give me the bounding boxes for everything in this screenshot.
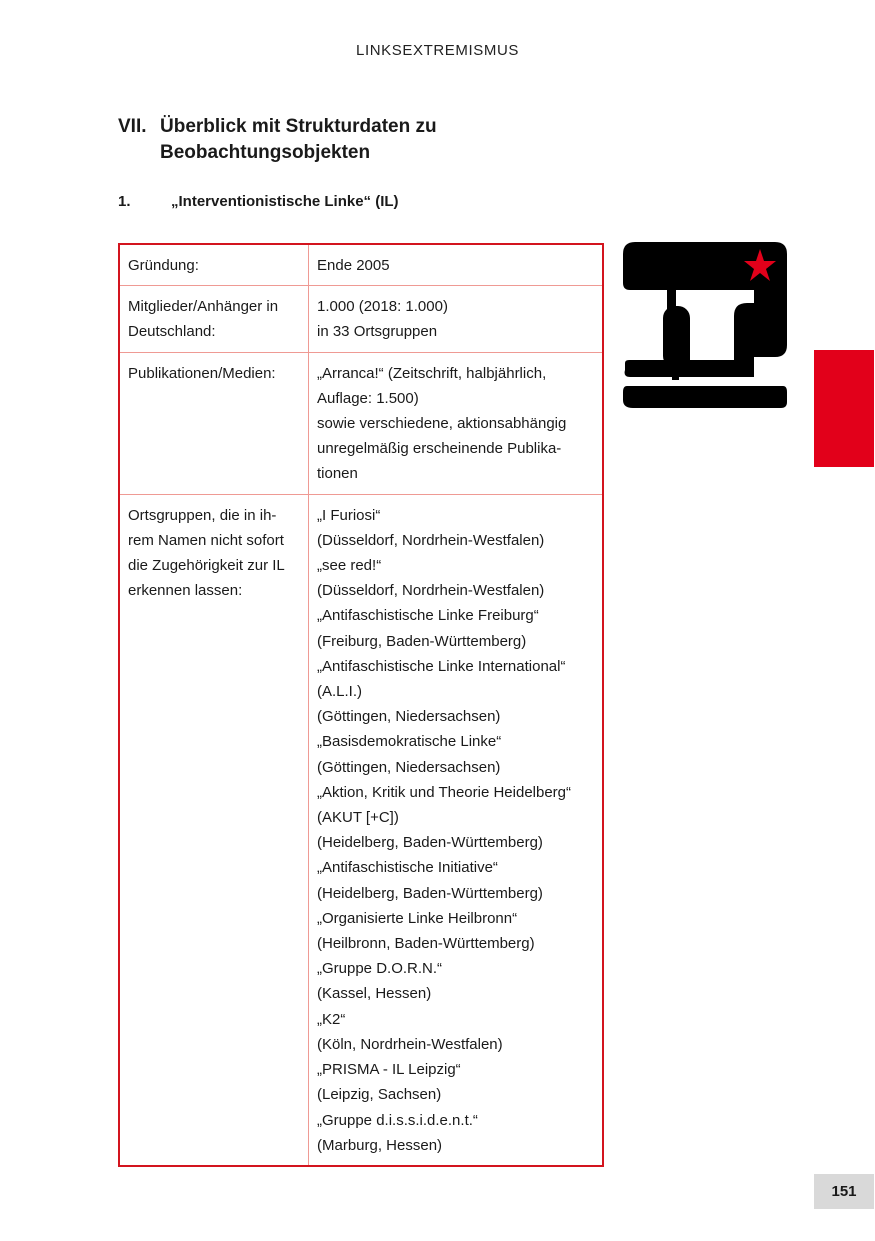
value-line: tionen [317,465,358,483]
value-line: Ende 2005 [317,257,390,274]
value-line: (Düsseldorf, Nordrhein-Westfalen) [317,582,545,600]
label-line: Deutschland: [128,323,216,341]
value-line: „see red!“ [317,557,382,575]
value-line: „Arranca!“ (Zeitschrift, halbjährlich, [317,364,547,382]
value-line: in 33 Ortsgruppen [317,323,438,341]
table-row [119,494,603,1166]
value-line: sowie verschiedene, aktionsabhängig [317,415,567,433]
value-line: (Leipzig, Sachsen) [317,1086,442,1104]
table-row [119,244,603,286]
label-line: Gründung: [128,257,199,274]
label-line: Ortsgruppen, die in ih- [128,506,277,524]
value-line: (Göttingen, Niedersachsen) [317,708,501,726]
value-line: „Antifaschistische Linke Freiburg“ [317,607,539,625]
value-line: „Antifaschistische Initiative“ [317,859,498,877]
label-line: erkennen lassen: [128,582,243,600]
table-row [119,352,603,494]
chapter-title [118,114,518,166]
value-line: (Marburg, Hessen) [317,1136,443,1154]
value-line: (Köln, Nordrhein-Westfalen) [317,1035,503,1053]
value-line: „Aktion, Kritik und Theorie Heidelberg“ [317,783,572,801]
chapter-side-tab [814,350,874,467]
value-line: „Antifaschistische Linke International“ [317,657,566,675]
value-line: (Göttingen, Niedersachsen) [317,758,501,776]
value-line: „Gruppe D.O.R.N.“ [317,960,443,978]
value-line: (A.L.I.) [317,683,363,701]
structure-data-table [118,243,604,1167]
chapter-title-line-2: Beobachtungsobjekten [160,142,371,163]
value-cell [309,286,604,352]
section-title-text: „Interventionistische Linke“ (IL) [171,193,399,210]
running-header: LINKSEXTREMISMUS [356,42,519,59]
label-line: rem Namen nicht sofort [128,531,284,549]
page-number: 151 [814,1174,874,1209]
chapter-number: VII. [118,116,147,137]
section-title [118,193,399,210]
value-line: „K2“ [317,1010,346,1028]
value-line: „Basisdemokratische Linke“ [317,733,502,751]
label-cell [119,494,309,1166]
label-line: die Zugehörigkeit zur IL [128,557,285,575]
il-logo-icon [623,242,787,408]
value-line: (Freiburg, Baden-Württemberg) [317,632,527,650]
chapter-title-line-1: Überblick mit Strukturdaten zu [160,116,437,137]
value-line: (Kassel, Hessen) [317,985,432,1003]
value-line: „Gruppe d.i.s.s.i.d.e.n.t.“ [317,1111,478,1129]
section-number: 1. [118,193,131,210]
value-line: „Organisierte Linke Heilbronn“ [317,909,518,927]
value-line: unregelmäßig erscheinende Publika- [317,440,562,458]
label-cell [119,244,309,286]
value-line: 1.000 (2018: 1.000) [317,298,448,316]
value-line: „I Furiosi“ [317,506,381,524]
label-cell [119,352,309,494]
value-cell [309,494,604,1166]
value-line: (Düsseldorf, Nordrhein-Westfalen) [317,531,545,549]
value-cell [309,352,604,494]
value-line: (AKUT [+C]) [317,809,399,827]
value-line: Auflage: 1.500) [317,389,419,407]
label-cell [119,286,309,352]
value-line: (Heidelberg, Baden-Württemberg) [317,834,543,852]
label-line: Publikationen/Medien: [128,364,276,382]
value-cell [309,244,604,286]
value-line: (Heilbronn, Baden-Württemberg) [317,935,535,953]
value-line: (Heidelberg, Baden-Württemberg) [317,884,543,902]
value-line: „PRISMA - IL Leipzig“ [317,1061,461,1079]
table-row [119,286,603,352]
label-line: Mitglieder/Anhänger in [128,298,279,316]
